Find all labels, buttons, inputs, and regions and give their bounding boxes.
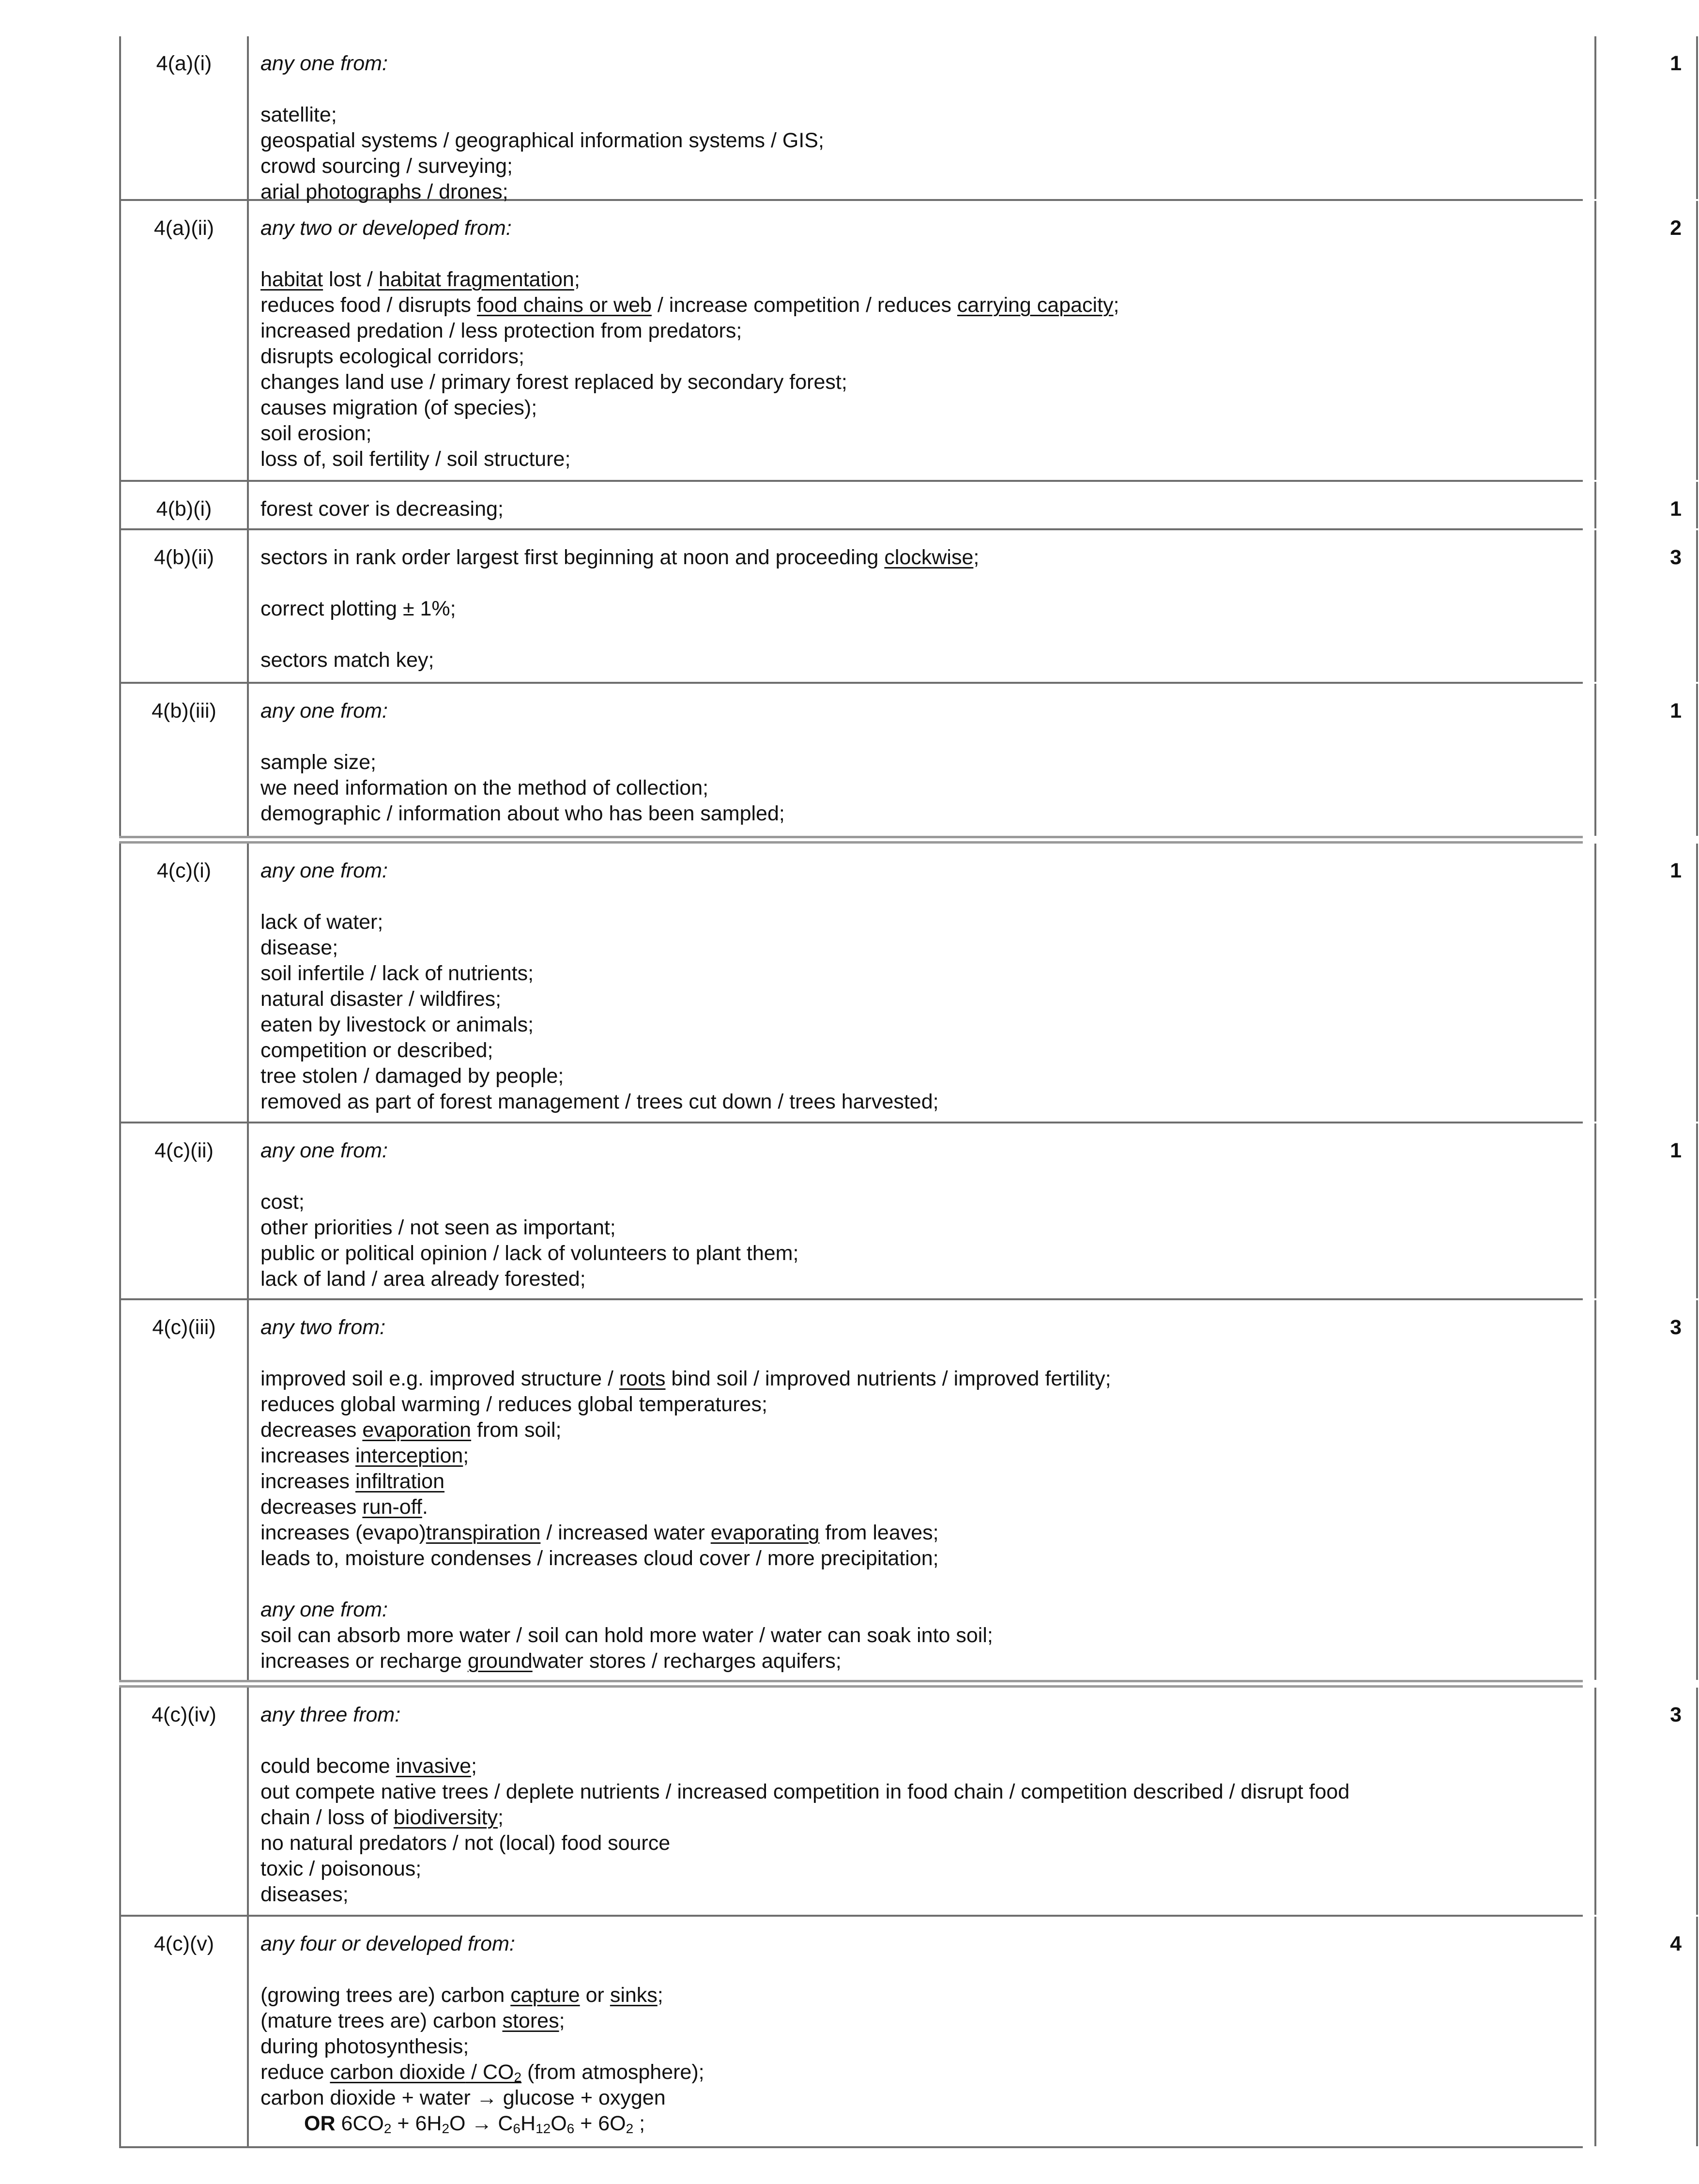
answer-line — [260, 2008, 1594, 2034]
answer-text-segment: soil infertile / lack of nutrients; — [260, 962, 534, 985]
marks-cell — [1596, 530, 1698, 682]
answer-line — [260, 1520, 1594, 1546]
answer-text-segment: eaten by livestock or animals; — [260, 1013, 534, 1036]
answer-text-segment: toxic / poisonous; — [260, 1857, 422, 1880]
question-number: 4(c)(iii) — [152, 1316, 216, 1339]
answer-text-segment: increases (evapo) — [260, 1521, 426, 1544]
underlined-term: habitat — [260, 268, 323, 291]
question-number: 4(c)(ii) — [154, 1139, 214, 1162]
answer-text-segment: water stores / recharges aquifers; — [532, 1649, 842, 1673]
answer-line — [260, 1417, 1594, 1443]
answer-line — [260, 2085, 1594, 2111]
marks-cell — [1596, 482, 1698, 528]
marks-value: 3 — [1670, 1316, 1682, 1339]
underlined-term: 2 — [514, 2070, 522, 2085]
question-cell — [119, 1917, 249, 2146]
answer-text-segment: soil can absorb more water / soil can hold more water / water can soak into soil; — [260, 1624, 993, 1647]
answer-text-segment: 6CO — [335, 2112, 384, 2135]
answer-text-segment: carbon dioxide + water → glucose + oxygen — [260, 2086, 666, 2109]
answer-line — [260, 1805, 1594, 1830]
instruction-text: any two from: — [260, 1316, 386, 1339]
answer-text-segment: no natural predators / not (local) food source — [260, 1831, 671, 1855]
underlined-term: ground — [467, 1649, 533, 1673]
marks-cell — [1596, 1917, 1698, 2146]
answer-line — [260, 369, 1594, 395]
answer-line — [260, 1931, 1594, 1957]
marks-cell — [1596, 1300, 1698, 1680]
marks-cell — [1596, 844, 1698, 1122]
underlined-term: habitat fragmentation — [378, 268, 574, 291]
answer-text — [260, 1917, 1594, 2137]
table-row — [119, 482, 1682, 530]
answer-text-segment: soil erosion; — [260, 422, 372, 445]
instruction-text: any one from: — [260, 859, 388, 882]
answer-text-segment: disease; — [260, 936, 338, 959]
answer-text-segment: reduce — [260, 2061, 330, 2084]
answer-text-segment: decreases — [260, 1418, 363, 1442]
answer-text-segment: during photosynthesis; — [260, 2035, 469, 2058]
answer-text-segment: correct plotting ± 1%; — [260, 597, 456, 620]
answer-text-segment: O — [551, 2112, 567, 2135]
table-row — [119, 1123, 1682, 1300]
answer-text-segment: ; — [497, 1806, 504, 1829]
answer-line — [260, 1623, 1594, 1648]
underlined-term: evaporation — [362, 1418, 472, 1442]
marks-value: 3 — [1670, 546, 1682, 569]
table-row — [119, 36, 1682, 203]
answer-text-segment: public or political opinion / lack of volunteers to plant them; — [260, 1242, 799, 1265]
underlined-term: transpiration — [426, 1521, 541, 1544]
marks-value: 1 — [1670, 1139, 1682, 1162]
answer-text-segment: increases — [260, 1444, 355, 1467]
answer-text-segment: cost; — [260, 1190, 305, 1214]
answer-line — [260, 2111, 1594, 2137]
marks-cell — [1596, 201, 1698, 480]
instruction-text: any two or developed from: — [260, 216, 512, 240]
answer-text-segment: satellite; — [260, 103, 337, 126]
answer-text — [260, 482, 1594, 522]
blank-line — [260, 1571, 1594, 1597]
instruction-text: any three from: — [260, 1703, 401, 1726]
marks-cell — [1596, 1688, 1698, 1915]
answer-line — [260, 1779, 1594, 1805]
answer-text-segment: chain / loss of — [260, 1806, 394, 1829]
answer-line — [260, 1443, 1594, 1469]
answer-text-segment: (mature trees are) carbon — [260, 2009, 503, 2032]
answer-text-segment: O → C — [449, 2112, 513, 2135]
answer-line — [260, 775, 1594, 801]
question-cell — [119, 684, 249, 836]
underlined-term: roots — [619, 1367, 666, 1390]
answer-text-segment: ; — [1113, 293, 1119, 317]
instruction-text: any one from: — [260, 1598, 388, 1621]
question-cell — [119, 1688, 249, 1915]
instruction-text: any one from: — [260, 1139, 388, 1162]
answer-text-segment: removed as part of forest management / trees cut down / trees harvested; — [260, 1090, 939, 1113]
answer-line — [260, 1830, 1594, 1856]
answer-text-segment: sample size; — [260, 751, 376, 774]
answer-text-segment: or — [580, 1984, 610, 2007]
answer-text-segment: from soil; — [471, 1418, 562, 1442]
answer-cell — [249, 1917, 1596, 2146]
underlined-term: food chains or web — [476, 293, 652, 317]
answer-line — [260, 128, 1594, 154]
answer-text-segment: H — [520, 2112, 536, 2135]
answer-line — [260, 395, 1594, 421]
answer-text-segment: reduces global warming / reduces global temperatures; — [260, 1393, 767, 1416]
underlined-term: run-off — [362, 1495, 422, 1519]
answer-line — [260, 1366, 1594, 1392]
table-row — [119, 530, 1682, 684]
answer-text-segment: ; — [463, 1444, 469, 1467]
answer-line — [260, 1189, 1594, 1215]
answer-text-segment: ; — [574, 268, 580, 291]
marks-cell — [1596, 1123, 1698, 1298]
answer-line — [260, 1494, 1594, 1520]
answer-text-segment: crowd sourcing / surveying; — [260, 154, 513, 178]
answer-text-segment: ; — [559, 2009, 565, 2032]
blank-line — [260, 1957, 1594, 1983]
answer-text-segment: tree stolen / damaged by people; — [260, 1064, 564, 1088]
answer-line — [260, 1089, 1594, 1115]
answer-cell — [249, 201, 1596, 480]
instruction-text: any one from: — [260, 699, 388, 723]
answer-text-segment: diseases; — [260, 1883, 349, 1906]
answer-text — [260, 36, 1594, 205]
answer-text-segment: demographic / information about who has been sampled; — [260, 802, 785, 825]
marks-value: 1 — [1670, 859, 1682, 882]
answer-line — [260, 1882, 1594, 1907]
instruction-text: any four or developed from: — [260, 1932, 515, 1955]
answer-line — [260, 698, 1594, 724]
answer-text — [260, 684, 1594, 827]
underlined-term: invasive — [396, 1754, 472, 1778]
answer-text-segment: OR — [304, 2112, 336, 2135]
answer-text-segment: leads to, moisture condenses / increases cloud cover / more precipitation; — [260, 1547, 939, 1570]
answer-text-segment: we need information on the method of collection; — [260, 776, 709, 800]
answer-text-segment: changes land use / primary forest replaced by secondary forest; — [260, 370, 847, 394]
answer-text-segment: ; — [657, 1984, 663, 2007]
answer-text-segment: bind soil / improved nutrients / improved fertility; — [665, 1367, 1111, 1390]
answer-text-segment: arial photographs / drones; — [260, 180, 508, 203]
answer-text-segment: forest cover is decreasing; — [260, 497, 504, 521]
answer-line — [260, 1315, 1594, 1340]
underlined-term: evaporating — [710, 1521, 820, 1544]
blank-line — [260, 1340, 1594, 1366]
marks-cell — [1596, 36, 1698, 199]
answer-line — [260, 750, 1594, 775]
answer-text-segment: out compete native trees / deplete nutrients / increased competition in food chain / competition described / disrupt food — [260, 1780, 1350, 1803]
answer-line — [260, 215, 1594, 241]
question-number: 4(b)(i) — [156, 497, 212, 521]
answer-text — [260, 201, 1594, 472]
answer-text-segment: lack of land / area already forested; — [260, 1267, 586, 1291]
question-number: 4(b)(ii) — [153, 546, 214, 569]
underlined-term: sinks — [610, 1984, 658, 2007]
answer-text-segment: increases or recharge — [260, 1649, 468, 1673]
underlined-term: carrying capacity — [957, 293, 1114, 317]
answer-cell — [249, 1688, 1596, 1915]
underlined-term: biodiversity — [393, 1806, 498, 1829]
answer-text-segment: + 6O — [574, 2112, 626, 2135]
answer-line — [260, 1038, 1594, 1063]
answer-text-segment: ; — [973, 546, 980, 569]
question-cell — [119, 1300, 249, 1680]
answer-text-segment: reduces food / disrupts — [260, 293, 477, 317]
marks-value: 4 — [1670, 1932, 1682, 1955]
answer-text-segment: disrupts ecological corridors; — [260, 345, 524, 368]
answer-text-segment: decreases — [260, 1495, 363, 1519]
answer-text-segment: / increase competition / reduces — [651, 293, 957, 317]
answer-text — [260, 844, 1594, 1115]
answer-text-segment: natural disaster / wildfires; — [260, 987, 502, 1011]
underlined-term: interception — [355, 1444, 463, 1467]
answer-text-segment: sectors in rank order largest first beginning at noon and proceeding — [260, 546, 885, 569]
answer-text-segment: 6 — [566, 2121, 575, 2136]
answer-cell — [249, 844, 1596, 1122]
answer-text-segment: improved soil e.g. improved structure / — [260, 1367, 619, 1390]
answer-text-segment: sectors match key; — [260, 648, 434, 672]
answer-line — [260, 1215, 1594, 1241]
answer-line — [260, 2034, 1594, 2060]
table-row — [119, 1688, 1682, 1917]
answer-line — [260, 292, 1594, 318]
answer-text — [260, 1688, 1594, 1907]
underlined-term: / — [465, 2061, 483, 2084]
marks-cell — [1596, 684, 1698, 836]
answer-line — [260, 1138, 1594, 1164]
answer-text-segment: 6 — [513, 2121, 520, 2136]
answer-cell — [249, 1300, 1596, 1680]
answer-line — [260, 1469, 1594, 1494]
answer-text-segment: loss of, soil fertility / soil structure; — [260, 447, 571, 471]
question-number: 4(a)(i) — [156, 52, 212, 75]
answer-line — [260, 1063, 1594, 1089]
answer-text-segment: from leaves; — [819, 1521, 939, 1544]
answer-line — [260, 1266, 1594, 1292]
underlined-term: infiltration — [355, 1470, 445, 1493]
answer-line — [260, 1753, 1594, 1779]
blank-line — [260, 241, 1594, 267]
table-row — [119, 201, 1682, 482]
answer-line — [260, 421, 1594, 446]
answer-cell — [249, 684, 1596, 836]
table-row — [119, 844, 1682, 1123]
answer-text-segment: 2 — [626, 2121, 634, 2136]
blank-line — [260, 724, 1594, 750]
answer-text-segment: increases — [260, 1470, 355, 1493]
answer-cell — [249, 1123, 1596, 1298]
answer-line — [260, 318, 1594, 344]
answer-line — [260, 51, 1594, 77]
answer-cell — [249, 530, 1596, 682]
underlined-term: capture — [510, 1984, 580, 2007]
answer-text-segment: lack of water; — [260, 910, 383, 934]
instruction-text: any one from: — [260, 52, 388, 75]
question-cell — [119, 201, 249, 480]
answer-text-segment: lost / — [323, 268, 379, 291]
answer-line — [260, 858, 1594, 884]
answer-line — [260, 1597, 1594, 1623]
answer-text-segment: competition or described; — [260, 1039, 493, 1062]
answer-line — [260, 1702, 1594, 1728]
question-number: 4(a)(ii) — [153, 216, 214, 240]
marks-value: 2 — [1670, 216, 1682, 240]
blank-line — [260, 570, 1594, 596]
answer-line — [260, 267, 1594, 292]
question-number: 4(c)(iv) — [152, 1703, 216, 1726]
underlined-term: CO — [482, 2061, 514, 2084]
answer-line — [260, 647, 1594, 673]
answer-line — [260, 801, 1594, 827]
answer-line — [260, 1856, 1594, 1882]
answer-text-segment: 2 — [442, 2121, 450, 2136]
answer-text-segment: 2 — [383, 2121, 392, 2136]
answer-line — [260, 446, 1594, 472]
answer-text-segment: could become — [260, 1754, 396, 1778]
underlined-term: clockwise — [884, 546, 974, 569]
blank-line — [260, 1728, 1594, 1753]
answer-text-segment: (from atmosphere); — [521, 2061, 704, 2084]
question-number: 4(c)(v) — [153, 1932, 214, 1955]
underlined-term: carbon dioxide — [330, 2061, 466, 2084]
answer-text-segment: increased predation / less protection from predators; — [260, 319, 742, 342]
answer-line — [260, 1983, 1594, 2008]
answer-line — [260, 935, 1594, 961]
blank-line — [260, 622, 1594, 647]
answer-line — [260, 1392, 1594, 1417]
marks-value: 3 — [1670, 1703, 1682, 1726]
marks-value: 1 — [1670, 52, 1682, 75]
answer-text-segment: . — [422, 1495, 428, 1519]
answer-line — [260, 496, 1594, 522]
table-row — [119, 1917, 1682, 2148]
answer-line — [260, 1241, 1594, 1266]
answer-text-segment: other priorities / not seen as important; — [260, 1216, 616, 1239]
answer-text-segment: geospatial systems / geographical information systems / GIS; — [260, 129, 824, 152]
question-number: 4(b)(iii) — [152, 699, 216, 723]
marks-value: 1 — [1670, 497, 1682, 521]
answer-text-segment: + 6H — [391, 2112, 442, 2135]
answer-line — [260, 909, 1594, 935]
answer-line — [260, 596, 1594, 622]
question-number: 4(c)(i) — [156, 859, 212, 882]
answer-line — [260, 1012, 1594, 1038]
marks-value: 1 — [1670, 699, 1682, 723]
answer-line — [260, 344, 1594, 369]
answer-line — [260, 102, 1594, 128]
answer-line — [260, 1546, 1594, 1571]
question-cell — [119, 530, 249, 682]
answer-line — [260, 2060, 1594, 2085]
answer-cell — [249, 36, 1596, 203]
question-cell — [119, 844, 249, 1122]
answer-text — [260, 1123, 1594, 1292]
answer-text-segment: / increased water — [540, 1521, 711, 1544]
answer-text — [260, 1300, 1594, 1674]
underlined-term: stores — [502, 2009, 559, 2032]
question-cell — [119, 1123, 249, 1298]
answer-line — [260, 154, 1594, 179]
answer-text-segment: ; — [471, 1754, 477, 1778]
question-cell — [119, 36, 249, 199]
question-cell — [119, 482, 249, 528]
answer-text-segment: ; — [633, 2112, 645, 2135]
blank-line — [260, 884, 1594, 909]
table-row — [119, 1300, 1682, 1688]
answer-line — [260, 545, 1594, 570]
answer-text — [260, 530, 1594, 673]
table-row — [119, 684, 1682, 844]
answer-text-segment: causes migration (of species); — [260, 396, 537, 419]
blank-line — [260, 77, 1594, 102]
blank-line — [260, 1164, 1594, 1189]
answer-text-segment: (growing trees are) carbon — [260, 1984, 511, 2007]
answer-line — [260, 961, 1594, 986]
answer-line — [260, 1648, 1594, 1674]
answer-text-segment: 12 — [536, 2121, 551, 2136]
answer-cell — [249, 482, 1596, 528]
answer-line — [260, 986, 1594, 1012]
